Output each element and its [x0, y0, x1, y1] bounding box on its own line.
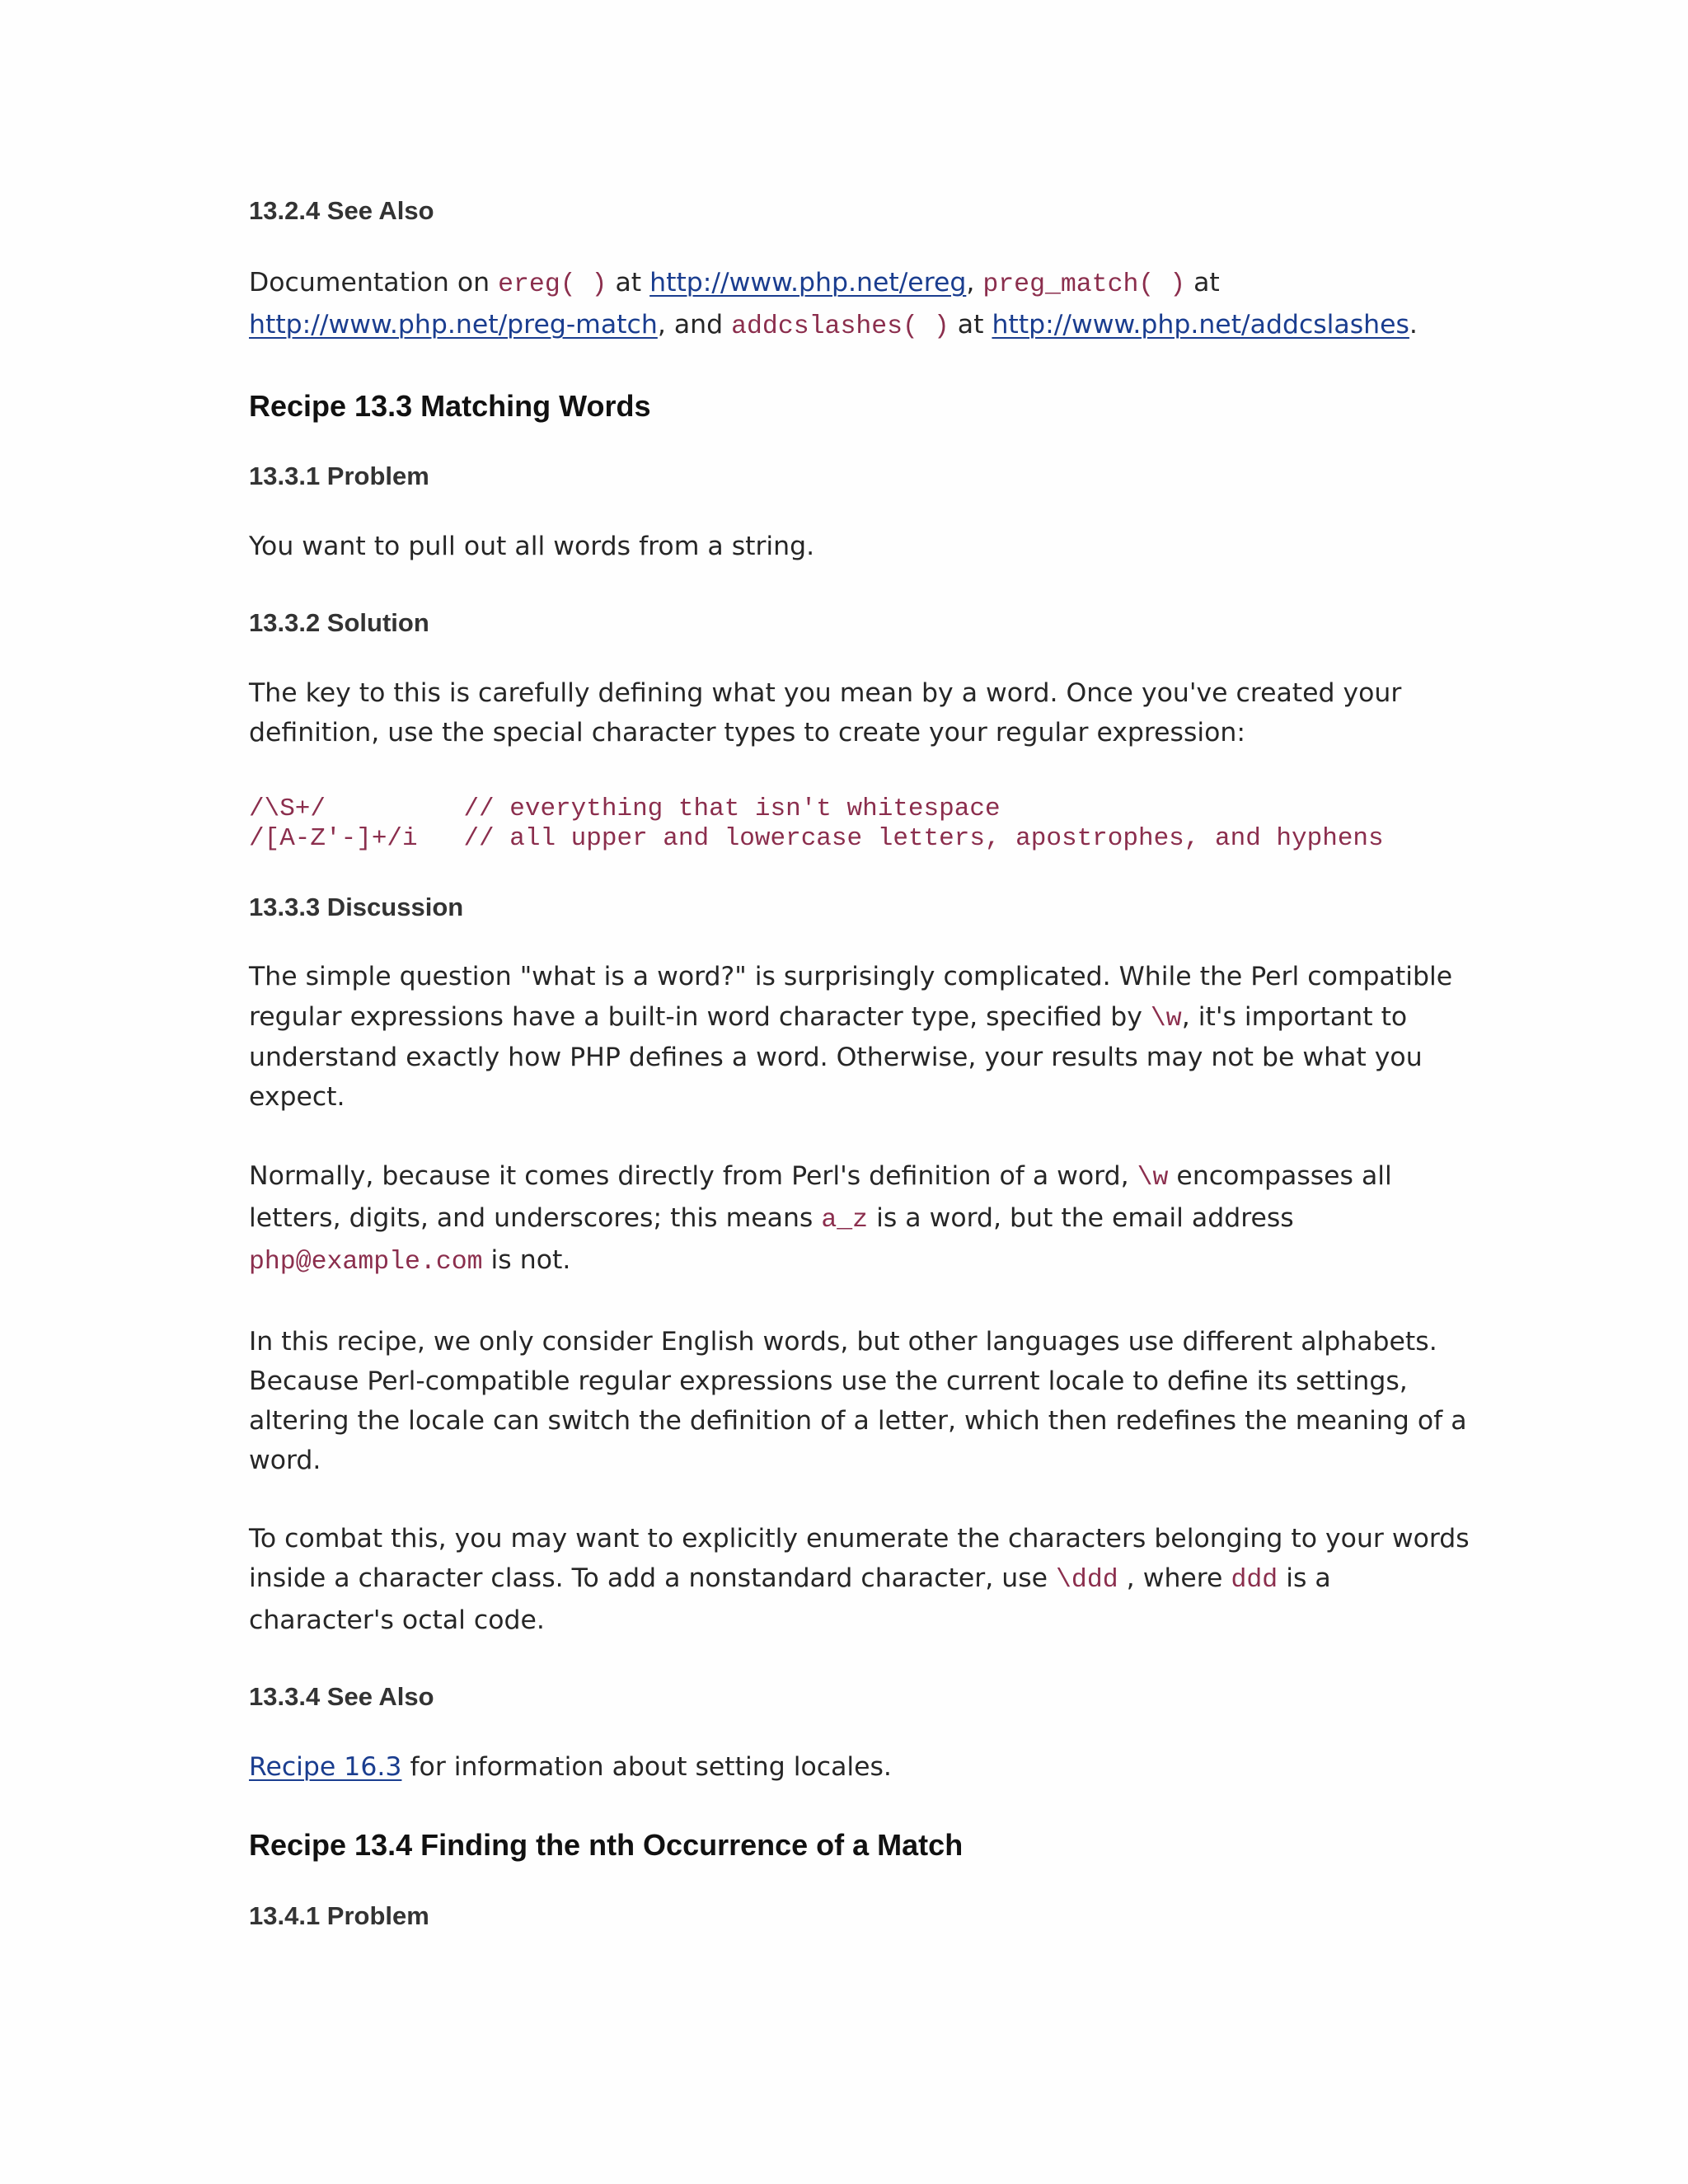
discussion-p1-line-4: expect. — [249, 1082, 345, 1112]
discussion-p3-line-1: In this recipe, we only consider English words, but other languages use different alphabets. — [249, 1327, 1437, 1357]
code-a-z: a_z — [821, 1206, 869, 1235]
discussion-p1-line-1: The simple question "what is a word?" is surprisingly complicated. While the Perl compatible — [249, 962, 1453, 991]
code-ereg: ereg( ) — [498, 270, 607, 299]
discussion-p2-line-2 — [249, 1198, 1294, 1240]
text: , where — [1118, 1563, 1231, 1593]
text: is a word, but the email address — [868, 1203, 1294, 1233]
discussion-p3-line-4: word. — [249, 1446, 321, 1475]
text: , it's important to — [1181, 1002, 1408, 1032]
text: Documentation on — [249, 268, 490, 298]
link-preg-match[interactable]: http://www.php.net/preg-match — [249, 310, 658, 340]
link-ereg[interactable]: http://www.php.net/ereg — [649, 268, 967, 298]
text: is a — [1278, 1563, 1331, 1593]
text: Normally, because it comes directly from Perl's definition of a word, — [249, 1161, 1137, 1191]
discussion-p1-line-2 — [249, 997, 1407, 1039]
discussion-p1-line-3: understand exactly how PHP defines a word. Otherwise, your results may not be what you — [249, 1043, 1423, 1072]
section-heading-13-2-4: 13.2.4 See Also — [249, 196, 434, 225]
discussion-p4-line-2 — [249, 1558, 1331, 1601]
text: , and — [657, 310, 724, 340]
code-ddd: ddd — [1231, 1566, 1278, 1595]
discussion-p3-line-2: Because Perl-compatible regular expressions use the current locale to define its settings, — [249, 1366, 1408, 1396]
text: letters, digits, and underscores; this means — [249, 1203, 822, 1233]
text: is not. — [482, 1245, 571, 1275]
discussion-p4-line-1: To combat this, you may want to explicitly enumerate the characters belonging to your words — [249, 1524, 1470, 1554]
code-email: php@example.com — [249, 1248, 483, 1277]
code-w: \w — [1137, 1164, 1169, 1193]
discussion-p3-line-3: altering the locale can switch the definition of a letter, which then redefines the meaning of a — [249, 1406, 1467, 1436]
section-heading-13-3-1: 13.3.1 Problem — [249, 462, 429, 490]
section-heading-13-3-4: 13.3.4 See Also — [249, 1682, 434, 1711]
recipe-title-13-4: Recipe 13.4 Finding the nth Occurrence of a Match — [249, 1828, 964, 1862]
code-preg-match: preg_match( ) — [982, 270, 1186, 299]
discussion-p2-line-1 — [249, 1156, 1392, 1198]
code-addcslashes: addcslashes( ) — [731, 312, 950, 341]
text: at — [1193, 268, 1220, 298]
section-heading-13-3-3: 13.3.3 Discussion — [249, 893, 464, 921]
link-recipe-16-3[interactable]: Recipe 16.3 — [249, 1752, 402, 1782]
recipe-title-13-3: Recipe 13.3 Matching Words — [249, 389, 651, 423]
code-w: \w — [1150, 1005, 1182, 1033]
solution-line-2: definition, use the special character types to create your regular expression: — [249, 718, 1245, 748]
section-heading-13-4-1: 13.4.1 Problem — [249, 1901, 429, 1930]
text: at — [615, 268, 642, 298]
text: encompasses all — [1168, 1161, 1392, 1191]
text: , — [966, 268, 975, 298]
text: inside a character class. To add a nonstandard character, use — [249, 1563, 1057, 1593]
code-line-2: /[A-Z'-]+/i // all upper and lowercase letters, apostrophes, and hyphens — [249, 824, 1384, 853]
text: for information about setting locales. — [401, 1752, 892, 1782]
text: regular expressions have a built-in word character type, specified by — [249, 1002, 1151, 1032]
text: at — [957, 310, 984, 340]
section-heading-13-3-2: 13.3.2 Solution — [249, 608, 429, 637]
link-addcslashes[interactable]: http://www.php.net/addcslashes — [992, 310, 1409, 340]
see-also-line-2 — [249, 305, 1418, 347]
solution-line-1: The key to this is carefully defining what you mean by a word. Once you've created your — [249, 678, 1402, 708]
discussion-p4-line-3: character's octal code. — [249, 1605, 545, 1635]
see-also-recipe-line — [249, 1747, 892, 1787]
code-ddd-escape: \ddd — [1056, 1566, 1118, 1595]
code-line-1: /\S+/ // everything that isn't whitespace — [249, 794, 1001, 823]
discussion-p2-line-3 — [249, 1240, 570, 1282]
see-also-line-1 — [249, 263, 1220, 305]
text: . — [1409, 310, 1418, 340]
problem-text: You want to pull out all words from a string. — [249, 532, 815, 561]
